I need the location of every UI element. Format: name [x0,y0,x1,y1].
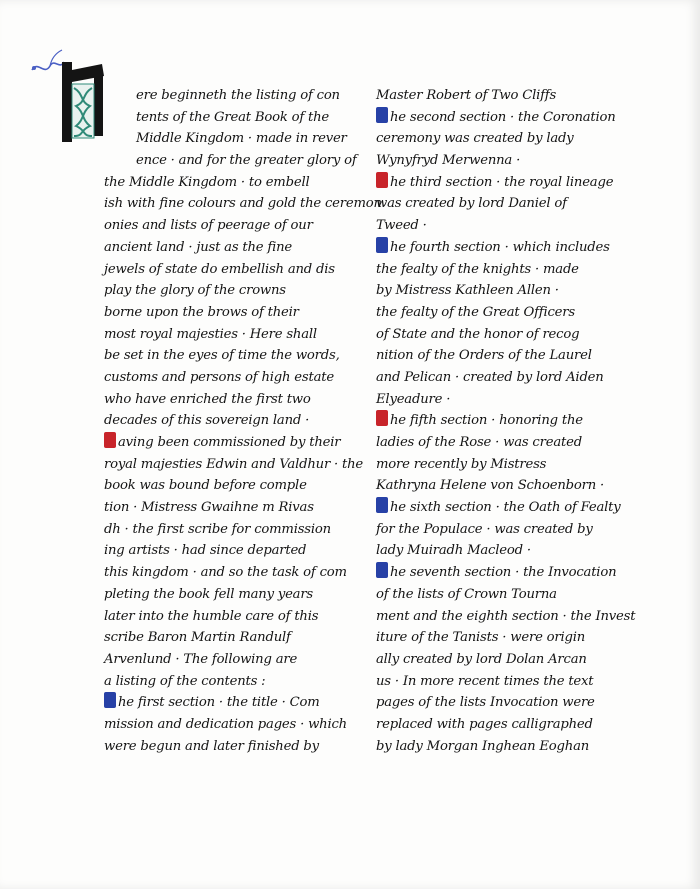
text-line: customs and persons of high estate [104,369,334,385]
text-line: tents of the Great Book of the [136,109,330,125]
red-drop-initial [376,172,388,188]
text-line: ish with fine colours and gold the ceremon [104,196,382,212]
blue-drop-initial [376,562,388,578]
blue-drop-initial [104,692,116,708]
text-line: ladies of the Rose · was created [376,435,582,450]
text-line: iture of the Tanists · were origin [376,630,586,646]
text-line: us · In more recent times the text [376,673,594,689]
text-line: Master Robert of Two Cliffs [376,88,557,103]
text-line: borne upon the brows of their [104,304,299,320]
text-line: ceremony was created by lady [376,131,574,147]
text-line: book was bound before comple [104,478,307,494]
text-line: Tweed · [376,218,427,234]
text-line: most royal majesties · Here shall [104,326,317,342]
text-line: the fealty of the Great Officers [376,304,575,320]
text-line: jewels of state do embellish and dis [104,261,335,277]
text-line-initial [376,237,610,259]
text-line: ere beginneth the listing of con [136,88,340,103]
text-line: he sixth section · the Oath of Fealty [390,500,621,516]
text-line: Kathryna Helene von Schoenborn · [376,478,605,494]
text-line: tion · Mistress Gwaihne m Rivas [104,500,314,516]
text-line-initial [376,107,616,129]
text-line: were begun and later finished by [104,738,319,754]
text-line: Elyeadure · [376,391,451,407]
blue-drop-initial [376,497,388,513]
text-line-initial [376,562,617,584]
text-line: aving been commissioned by their [118,435,341,450]
red-drop-initial [376,410,388,426]
text-line-initial [104,692,349,714]
text-line: ing artists · had since departed [104,543,307,559]
text-line: the fealty of the knights · made [376,261,579,277]
text-line: of State and the honor of recog [376,326,580,342]
text-line: lady Muiradh Macleod · [376,543,531,559]
text-line: the Middle Kingdom · to embell [104,174,310,190]
illuminated-initial-h [28,48,114,144]
text-line: this kingdom · and so the task of com [104,565,347,581]
text-line: nition of the Orders of the Laurel [376,348,592,364]
text-line: pleting the book fell many years [104,586,314,602]
text-line: who have enriched the first two [104,391,311,407]
text-line: by Mistress Kathleen Allen · [376,283,559,299]
text-line: Wynyfryd Merwenna · [376,153,521,169]
text-line: and Pelican · created by lord Aiden [376,369,604,385]
text-line: he fifth section · honoring the [390,413,583,429]
text-line: of the lists of Crown Tourna [376,586,557,602]
text-line: be set in the eyes of time the words, [104,348,340,364]
text-line: royal majesties Edwin and Valdhur · the [104,456,364,472]
text-line: Middle Kingdom · made in rever [136,131,347,147]
text-line-red-initial [104,432,349,454]
blue-drop-initial [376,237,388,253]
text-line: replaced with pages calligraphed [376,716,593,732]
text-line-initial [376,172,614,194]
text-line: mission and dedication pages · which [104,716,347,732]
text-line: ally created by lord Dolan Arcan [376,651,587,667]
text-line: he first section · the title · Com [118,695,320,711]
text-line: he second section · the Coronation [390,109,616,125]
text-line: later into the humble care of this [104,608,319,624]
text-line: ancient land · just as the fine [104,239,292,255]
blue-drop-initial [376,107,388,123]
text-line: dh · the first scribe for commission [104,521,331,537]
text-line: onies and lists of peerage of our [104,218,313,234]
text-line: he fourth section · which includes [390,239,610,255]
right-text-column [376,85,636,757]
text-line-initial [376,410,596,432]
text-line: by lady Morgan Inghean Eoghan [376,738,590,754]
text-line: he third section · the royal lineage [390,174,614,190]
text-line: ence · and for the greater glory of [136,153,357,169]
text-line: ment and the eighth section · the Invest [376,608,636,624]
text-line: more recently by Mistress [376,456,547,472]
text-line: was created by lord Daniel of [376,196,567,212]
text-line: pages of the lists Invocation were [376,695,595,711]
left-text-column [104,85,382,757]
text-line: scribe Baron Martin Randulf [104,630,291,646]
text-line: for the Populace · was created by [376,521,593,537]
text-line-initial [376,497,621,519]
text-line: a listing of the contents : [104,673,266,689]
text-line: decades of this sovereign land · [104,413,310,429]
text-line: Arvenlund · The following are [104,651,298,667]
text-line: play the glory of the crowns [104,283,286,299]
text-line: he seventh section · the Invocation [390,565,617,581]
red-drop-initial [104,432,116,448]
